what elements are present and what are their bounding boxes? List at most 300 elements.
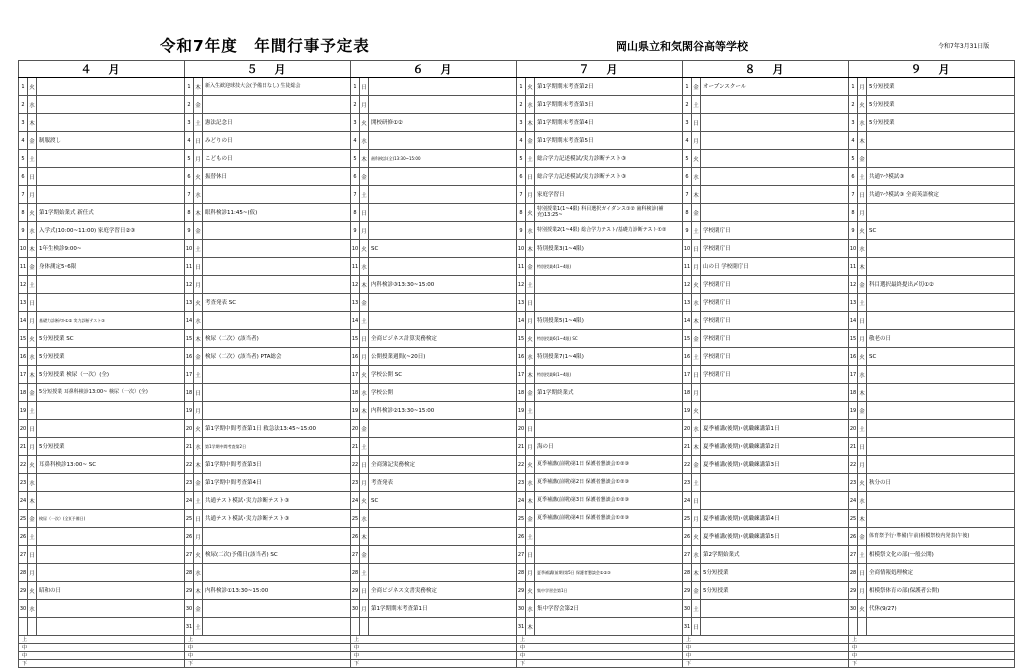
event-cell: 基礎力診断ﾃｽﾄ①② 実力診断テスト③ [37, 312, 185, 330]
weekday [28, 618, 37, 636]
month-header: ５ 月 [185, 61, 351, 78]
term-label: 上 [19, 636, 185, 644]
weekday: 水 [526, 348, 535, 366]
day-number: 12 [683, 276, 692, 294]
event-cell [369, 564, 517, 582]
weekday: 水 [526, 222, 535, 240]
day-number: 26 [351, 528, 360, 546]
event-cell: 第1学期中間考査第3日 [203, 456, 351, 474]
day-number: 25 [185, 510, 194, 528]
weekday: 火 [28, 330, 37, 348]
day-number: 24 [683, 492, 692, 510]
weekday: 火 [28, 78, 37, 96]
day-number: 27 [351, 546, 360, 564]
weekday: 火 [858, 96, 867, 114]
weekday: 木 [526, 618, 535, 636]
event-cell: 夏季補講(後期)･就職練講第4日 [701, 510, 849, 528]
event-cell [369, 546, 517, 564]
weekday: 水 [360, 258, 369, 276]
day-number: 4 [517, 132, 526, 150]
event-cell: 特別授業5(1~4限) [535, 312, 683, 330]
day-number: 23 [683, 474, 692, 492]
event-cell: 特別授業8(1~4限) [535, 366, 683, 384]
day-number: 2 [351, 96, 360, 114]
event-cell: 5分短授業 [867, 96, 1015, 114]
footer-row [19, 652, 1015, 660]
day-number: 5 [19, 150, 28, 168]
weekday: 木 [194, 78, 203, 96]
event-cell [203, 528, 351, 546]
day-number: 23 [185, 474, 194, 492]
event-cell: 相模祭体育の部(保護者公開) [867, 582, 1015, 600]
day-number: 30 [185, 600, 194, 618]
weekday: 土 [526, 276, 535, 294]
event-cell [867, 420, 1015, 438]
day-number: 25 [683, 510, 692, 528]
day-number: 19 [19, 402, 28, 420]
day-number: 15 [19, 330, 28, 348]
event-cell: SC [369, 240, 517, 258]
weekday: 水 [194, 438, 203, 456]
table-row [19, 240, 1015, 258]
event-cell: 共通ﾏｰｸ模試③ [867, 168, 1015, 186]
footer-row [19, 660, 1015, 668]
weekday: 月 [360, 600, 369, 618]
event-cell: 特別授業2(1~4限) 総合学力テスト/基礎力診断テスト①② [535, 222, 683, 240]
weekday: 水 [194, 564, 203, 582]
day-number: 6 [683, 168, 692, 186]
event-cell: 5分短授業 SC [37, 330, 185, 348]
weekday: 木 [858, 510, 867, 528]
day-number: 7 [185, 186, 194, 204]
event-cell: オープンスクール [701, 78, 849, 96]
weekday: 日 [360, 330, 369, 348]
day-number: 21 [351, 438, 360, 456]
event-cell [369, 204, 517, 222]
event-cell [37, 600, 185, 618]
event-cell: 内科検診③13:30~15:00 [369, 276, 517, 294]
event-cell: 内科検診②13:30~15:00 [369, 402, 517, 420]
day-number: 29 [351, 582, 360, 600]
weekday: 火 [360, 492, 369, 510]
day-number: 28 [185, 564, 194, 582]
weekday: 月 [28, 186, 37, 204]
day-number: 26 [19, 528, 28, 546]
day-number: 27 [19, 546, 28, 564]
event-cell [37, 96, 185, 114]
event-cell [701, 204, 849, 222]
weekday: 木 [194, 204, 203, 222]
event-cell: 5分短授業 [701, 582, 849, 600]
event-cell: 第1学期期末考査第1日 [369, 600, 517, 618]
event-cell: 1年生検診9:00~ [37, 240, 185, 258]
day-number [19, 618, 28, 636]
event-cell [867, 492, 1015, 510]
event-cell: 第1学期期末考査第5日 [535, 132, 683, 150]
weekday: 日 [28, 168, 37, 186]
weekday: 月 [858, 330, 867, 348]
event-cell [701, 168, 849, 186]
event-cell: 学校閉庁日 [701, 240, 849, 258]
term-label: 下 [19, 660, 185, 668]
day-number: 11 [849, 258, 858, 276]
table-row [19, 402, 1015, 420]
weekday: 金 [858, 150, 867, 168]
weekday: 金 [28, 384, 37, 402]
event-cell [369, 96, 517, 114]
event-cell: 5分短授業 検尿（一次）(全) [37, 366, 185, 384]
event-cell: 第1学期期末考査第3日 [535, 96, 683, 114]
weekday: 水 [692, 420, 701, 438]
day-number: 20 [517, 420, 526, 438]
weekday: 月 [526, 312, 535, 330]
weekday: 火 [526, 78, 535, 96]
weekday: 水 [360, 384, 369, 402]
day-number: 28 [517, 564, 526, 582]
term-label: 中 [849, 652, 1015, 660]
event-cell [37, 276, 185, 294]
weekday: 日 [526, 420, 535, 438]
day-number: 30 [683, 600, 692, 618]
day-number: 12 [351, 276, 360, 294]
event-cell: 集中学習会第2日 [535, 600, 683, 618]
day-number: 4 [19, 132, 28, 150]
day-number: 5 [849, 150, 858, 168]
day-number: 20 [849, 420, 858, 438]
event-cell [867, 132, 1015, 150]
event-cell [369, 222, 517, 240]
weekday: 水 [526, 96, 535, 114]
weekday: 土 [692, 96, 701, 114]
event-cell: 全商ビジネス文書実務検定 [369, 582, 517, 600]
weekday: 木 [194, 330, 203, 348]
day-number: 25 [19, 510, 28, 528]
day-number: 26 [517, 528, 526, 546]
table-row [19, 510, 1015, 528]
event-cell: 第1学期中間考査第4日 [203, 474, 351, 492]
day-number: 2 [517, 96, 526, 114]
weekday: 土 [526, 528, 535, 546]
day-number: 1 [185, 78, 194, 96]
event-cell: 5分短授業 [867, 114, 1015, 132]
weekday: 月 [360, 474, 369, 492]
event-cell [369, 510, 517, 528]
weekday: 水 [28, 222, 37, 240]
day-number: 3 [849, 114, 858, 132]
event-cell: 共通テスト模試･実力診断テスト③ [203, 492, 351, 510]
day-number: 8 [849, 204, 858, 222]
weekday: 火 [692, 276, 701, 294]
event-cell: 夏季補講(後期)･就職練講第3日 [701, 456, 849, 474]
event-cell [203, 222, 351, 240]
weekday: 土 [692, 348, 701, 366]
weekday: 土 [692, 222, 701, 240]
event-cell [203, 600, 351, 618]
weekday: 土 [28, 402, 37, 420]
day-number: 17 [849, 366, 858, 384]
weekday: 月 [360, 348, 369, 366]
weekday: 月 [28, 312, 37, 330]
day-number: 3 [683, 114, 692, 132]
weekday: 木 [194, 456, 203, 474]
event-cell [867, 384, 1015, 402]
day-number: 13 [683, 294, 692, 312]
term-label: 中 [517, 652, 683, 660]
event-cell: SC [369, 492, 517, 510]
event-cell [37, 402, 185, 420]
term-label: 中 [849, 644, 1015, 652]
table-row [19, 456, 1015, 474]
annual-calendar-table [18, 60, 1015, 668]
day-number: 4 [849, 132, 858, 150]
event-cell: 学校閉庁日 [701, 366, 849, 384]
table-row [19, 528, 1015, 546]
day-number: 23 [351, 474, 360, 492]
event-cell [37, 114, 185, 132]
event-cell [867, 240, 1015, 258]
weekday: 日 [360, 582, 369, 600]
weekday: 木 [526, 240, 535, 258]
day-number: 21 [517, 438, 526, 456]
day-number: 12 [517, 276, 526, 294]
weekday: 月 [194, 150, 203, 168]
day-number: 29 [849, 582, 858, 600]
day-number: 22 [849, 456, 858, 474]
event-cell: 検尿（一次）(全)(予備日) [37, 510, 185, 528]
day-number: 6 [185, 168, 194, 186]
day-number: 2 [185, 96, 194, 114]
event-cell: 眼科検診11:45~(仮) [203, 204, 351, 222]
footer-row [19, 636, 1015, 644]
day-number: 24 [517, 492, 526, 510]
weekday: 火 [28, 204, 37, 222]
event-cell: 全商情報処理検定 [867, 564, 1015, 582]
event-cell [203, 618, 351, 636]
day-number: 30 [517, 600, 526, 618]
weekday: 水 [28, 348, 37, 366]
event-cell [37, 420, 185, 438]
day-number: 27 [517, 546, 526, 564]
day-number: 9 [351, 222, 360, 240]
day-number: 18 [185, 384, 194, 402]
event-cell: 振替休日 [203, 168, 351, 186]
day-number: 20 [185, 420, 194, 438]
event-cell: 夏季補講(前期)第5日 保護者懇談会①②③ [535, 564, 683, 582]
weekday: 金 [194, 222, 203, 240]
table-row [19, 78, 1015, 96]
term-label: 上 [517, 636, 683, 644]
day-number: 13 [351, 294, 360, 312]
day-number: 27 [683, 546, 692, 564]
event-cell [701, 474, 849, 492]
event-cell [701, 96, 849, 114]
term-label: 下 [849, 660, 1015, 668]
weekday: 土 [858, 546, 867, 564]
event-cell: 夏季補講(前期)第2日 保護者懇談会①②③ [535, 474, 683, 492]
weekday: 木 [858, 132, 867, 150]
month-header: ６ 月 [351, 61, 517, 78]
weekday: 土 [28, 150, 37, 168]
event-cell [37, 474, 185, 492]
weekday: 日 [194, 510, 203, 528]
term-label: 中 [683, 652, 849, 660]
table-row [19, 546, 1015, 564]
day-number: 17 [683, 366, 692, 384]
event-cell: 第1学期中間考査第1日 救急法13:45~15:00 [203, 420, 351, 438]
day-number: 31 [517, 618, 526, 636]
event-cell [369, 528, 517, 546]
weekday: 土 [526, 150, 535, 168]
weekday: 日 [858, 438, 867, 456]
day-number: 19 [517, 402, 526, 420]
footer-row [19, 644, 1015, 652]
day-number: 10 [185, 240, 194, 258]
day-number: 29 [517, 582, 526, 600]
event-cell: 学校閉庁日 [701, 348, 849, 366]
weekday: 木 [692, 438, 701, 456]
weekday: 日 [858, 312, 867, 330]
day-number: 2 [683, 96, 692, 114]
month-header: ９ 月 [849, 61, 1015, 78]
weekday: 金 [28, 258, 37, 276]
table-row [19, 582, 1015, 600]
event-cell: 家庭学習日 [535, 186, 683, 204]
weekday [360, 618, 369, 636]
event-cell [369, 312, 517, 330]
day-number: 6 [517, 168, 526, 186]
weekday: 土 [194, 240, 203, 258]
weekday: 月 [858, 582, 867, 600]
day-number: 22 [517, 456, 526, 474]
weekday: 水 [858, 492, 867, 510]
event-cell: 第1学期中間考査第2日 [203, 438, 351, 456]
event-cell: 山の日 学校閉庁日 [701, 258, 849, 276]
event-cell [369, 294, 517, 312]
day-number: 10 [683, 240, 692, 258]
event-cell [701, 132, 849, 150]
event-cell: 公開授業週間(~20日) [369, 348, 517, 366]
event-cell [701, 492, 849, 510]
day-number: 19 [351, 402, 360, 420]
term-label: 中 [351, 644, 517, 652]
day-number: 1 [517, 78, 526, 96]
event-cell: 共通ﾏｰｸ模試③ 全商英語検定 [867, 186, 1015, 204]
weekday: 水 [858, 114, 867, 132]
day-number: 20 [683, 420, 692, 438]
weekday: 水 [526, 474, 535, 492]
weekday: 金 [526, 384, 535, 402]
weekday: 日 [526, 294, 535, 312]
day-number: 1 [683, 78, 692, 96]
day-number: 22 [683, 456, 692, 474]
table-row [19, 420, 1015, 438]
day-number: 7 [517, 186, 526, 204]
day-number: 17 [19, 366, 28, 384]
event-cell [203, 384, 351, 402]
event-cell [37, 564, 185, 582]
day-number: 18 [849, 384, 858, 402]
event-cell: 5分短授業 耳鼻科検診13:00~ 検尿（一次）(全) [37, 384, 185, 402]
weekday: 木 [526, 114, 535, 132]
weekday: 土 [858, 420, 867, 438]
day-number: 26 [185, 528, 194, 546]
event-cell: 代休(9/27) [867, 600, 1015, 618]
page-title: 令和7年度 年間行事予定表 [160, 37, 370, 55]
day-number: 16 [19, 348, 28, 366]
event-cell: 第1学期始業式 新任式 [37, 204, 185, 222]
event-cell: 体育祭予行･準備(午前)相模祭校内発表(午後) [867, 528, 1015, 546]
day-number: 21 [185, 438, 194, 456]
day-number: 28 [19, 564, 28, 582]
event-cell [867, 204, 1015, 222]
weekday: 土 [360, 312, 369, 330]
event-cell: 内科検診①13:30~15:00 [203, 582, 351, 600]
weekday: 水 [360, 510, 369, 528]
weekday: 金 [360, 420, 369, 438]
event-cell: 特別授業7(1~4限) [535, 348, 683, 366]
day-number: 24 [351, 492, 360, 510]
weekday: 金 [360, 294, 369, 312]
weekday: 金 [858, 276, 867, 294]
event-cell: 学校閉庁日 [701, 294, 849, 312]
event-cell [203, 186, 351, 204]
weekday: 水 [28, 474, 37, 492]
event-cell: 学校閉庁日 [701, 330, 849, 348]
event-cell [701, 150, 849, 168]
event-cell: 学校公開 SC [369, 366, 517, 384]
event-cell [37, 546, 185, 564]
weekday: 火 [858, 600, 867, 618]
weekday: 土 [692, 600, 701, 618]
day-number: 12 [849, 276, 858, 294]
day-number: 3 [517, 114, 526, 132]
weekday: 水 [692, 294, 701, 312]
weekday: 金 [28, 132, 37, 150]
weekday: 土 [360, 186, 369, 204]
event-cell: 耳鼻科検診13:00~ SC [37, 456, 185, 474]
event-cell: 検尿(二次)予備日(該当者) SC [203, 546, 351, 564]
weekday: 日 [526, 546, 535, 564]
event-cell: 第2学期始業式 [701, 546, 849, 564]
day-number: 9 [517, 222, 526, 240]
day-number: 10 [849, 240, 858, 258]
day-number: 19 [185, 402, 194, 420]
weekday: 月 [194, 276, 203, 294]
table-row [19, 438, 1015, 456]
event-cell [535, 528, 683, 546]
day-number: 24 [185, 492, 194, 510]
weekday: 土 [858, 294, 867, 312]
event-cell [37, 78, 185, 96]
day-number: 10 [19, 240, 28, 258]
table-row [19, 348, 1015, 366]
event-cell [369, 132, 517, 150]
table-row [19, 150, 1015, 168]
event-cell: 夏季補講(後期)･就職練講第2日 [701, 438, 849, 456]
day-number: 4 [185, 132, 194, 150]
weekday: 火 [194, 168, 203, 186]
weekday: 月 [858, 456, 867, 474]
weekday: 月 [526, 186, 535, 204]
term-label: 中 [683, 644, 849, 652]
month-header: ７ 月 [517, 61, 683, 78]
day-number: 25 [351, 510, 360, 528]
event-cell [867, 618, 1015, 636]
weekday: 木 [692, 312, 701, 330]
weekday [858, 618, 867, 636]
day-number: 23 [19, 474, 28, 492]
event-cell: 制服渡し [37, 132, 185, 150]
